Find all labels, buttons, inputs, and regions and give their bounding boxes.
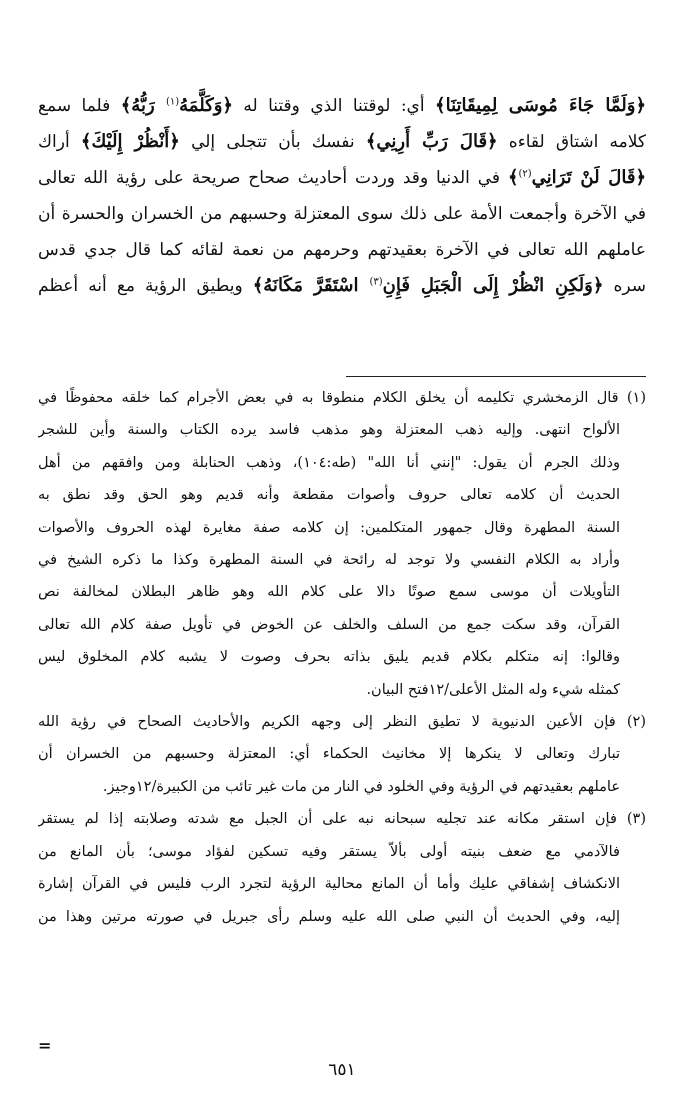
quran-verse: ﴿وَكَلَّمَهُ — [179, 95, 233, 116]
footnote-line: وأراد به الكلام النفسي ولا توجد له رائحة في السنة المطهرة وكذا ما ذكره الشيخ في — [38, 552, 620, 569]
text-segment: فلما سمع — [38, 96, 121, 116]
quran-verse: اسْتَقَرَّ مَكَانَهُ﴾ — [252, 275, 370, 296]
text-segment: كلامه اشتاق لقاءه — [497, 132, 646, 152]
text-segment: أراك — [38, 132, 81, 152]
main-text-line — [38, 124, 646, 160]
main-text-line — [38, 268, 646, 304]
main-text-block — [38, 88, 646, 304]
footnote-marker: (١) — [165, 96, 180, 108]
footnote-line: الانكشاف إشفاقي عليك وأما أن المانع محالية الرؤية لتجرد الرب فليس في القرآن إشارة — [38, 876, 620, 893]
footnote-line: (٢) فإن الأعين الدنيوية لا تطيق النظر إلى وجهه الكريم والأحاديث الصحاح في رؤية الله — [38, 714, 646, 731]
footnote-line: فالآدمي مع ضعف بنيته أولى بألاّ يستقر وفيه تسكين لفؤاد موسى؛ بأن المانع من — [38, 843, 620, 860]
quran-verse: رَبُّهُ﴾ — [120, 95, 166, 116]
main-text-line — [38, 196, 646, 232]
text-segment: عاملهم الله تعالى في الآخرة بعقيدتهم وحرمهم من نعمة لقائه كما قال جدي قدس — [38, 240, 646, 260]
quran-verse: ﴿قَالَ رَبِّ أَرِنِي﴾ — [365, 131, 498, 152]
quran-verse: ﴿أَنْظُرْ إِلَيْكَ﴾ — [80, 131, 180, 152]
quran-verse: ﴾ — [507, 167, 519, 188]
footnote-line: التأويلات أن موسى سمع صوتًا دالا على كلام الله وهو ظاهر البطلان لمخالفة نص — [38, 584, 620, 601]
footnote-line: وذلك الجرم أن يقول: "إنني أنا الله" (طه:١٠٤)، وذهب الحنابلة ومن وافقهم من أهل — [38, 454, 620, 471]
text-segment: ويطيق الرؤية مع أنه أعظم — [38, 276, 253, 296]
footnote-line: وقالوا: إنه متكلم بكلام قديم يليق بذاته بحرف وصوت لا يشبه كلام المخلوق ليس — [38, 649, 620, 666]
footnote-line: (١) قال الزمخشري تكليمه أن يخلق الكلام منطوقا به في بعض الأجرام كما خلقه محفوظًا في — [38, 390, 646, 406]
footnote-line: تبارك وتعالى لا ينكرها إلا مخانيث الحكماء أي: المعتزلة وحسبهم من الخسران أن — [38, 746, 620, 763]
main-text-line — [38, 88, 646, 124]
page-number: ٦٥١ — [328, 1060, 356, 1080]
continuation-mark: = — [38, 1036, 52, 1055]
text-segment: في الآخرة وأجمعت الأمة على ذلك سوى المعتزلة وحسبهم من الخسران والحسرة أن — [38, 204, 646, 224]
footnote-line: إليه، وفي الحديث أن النبي صلى الله عليه وسلم رأى جبريل في صورته مرتين وهذا من — [38, 908, 620, 925]
quran-verse: ﴿قَالَ لَنْ تَرَانِي — [531, 167, 646, 188]
footnote-marker: (٣) — [369, 276, 383, 288]
text-segment: نفسك بأن تتجلى إلي — [179, 132, 366, 152]
text-segment: سره — [603, 276, 646, 296]
footnote-marker: (٢) — [518, 168, 532, 180]
footnote-line: الحديث أن كلامه تعالى حروف وأصوات مقطعة وأنه قديم وهو الحق وقد نطق به — [38, 487, 620, 504]
text-segment: في الدنيا وقد وردت أحاديث صحاح صريحة على رؤية الله تعالى — [38, 168, 508, 188]
footnote-line: القرآن، وقد سكت جمع من السلف والخلف عن الخوض في تأويل صفة كلام الله تعالى — [38, 616, 620, 633]
text-segment: أي: لوقتنا الذي وقتنا له — [232, 96, 436, 116]
footnote-line: كمثله شيء وله المثل الأعلى/١٢فتح البيان. — [366, 681, 620, 698]
main-text-line — [38, 232, 646, 268]
quran-verse: ﴿وَلَكِنِ انْظُرْ إِلَى الْجَبَلِ فَإِنِ — [382, 275, 604, 296]
footnote-line: السنة المطهرة وقال جمهور المتكلمين: إن كلامه صفة مغايرة لهذه الحروف والأصوات — [38, 519, 620, 536]
footnote-line: عاملهم بعقيدتهم في الرؤية وفي الخلود في النار من مات غير تائب من الكبيرة/١٢وجيز. — [102, 778, 620, 795]
footnotes-block — [38, 382, 646, 933]
main-text-line — [38, 160, 646, 196]
footnote-separator-rule — [346, 376, 646, 377]
footnote-line: الألواح انتهى. وإليه ذهب المعتزلة وهو مذهب فاسد يرده الكتاب والسنة وأين للشجر — [38, 422, 620, 439]
quran-verse: ﴿وَلَمَّا جَاءَ مُوسَى لِمِيقَاتِنَا﴾ — [435, 95, 646, 116]
footnote-line: (٣) فإن استقر مكانه عند تجليه سبحانه نبه على أن الجبل مع شدته وصلابته إذا لم يستقر — [38, 811, 646, 828]
